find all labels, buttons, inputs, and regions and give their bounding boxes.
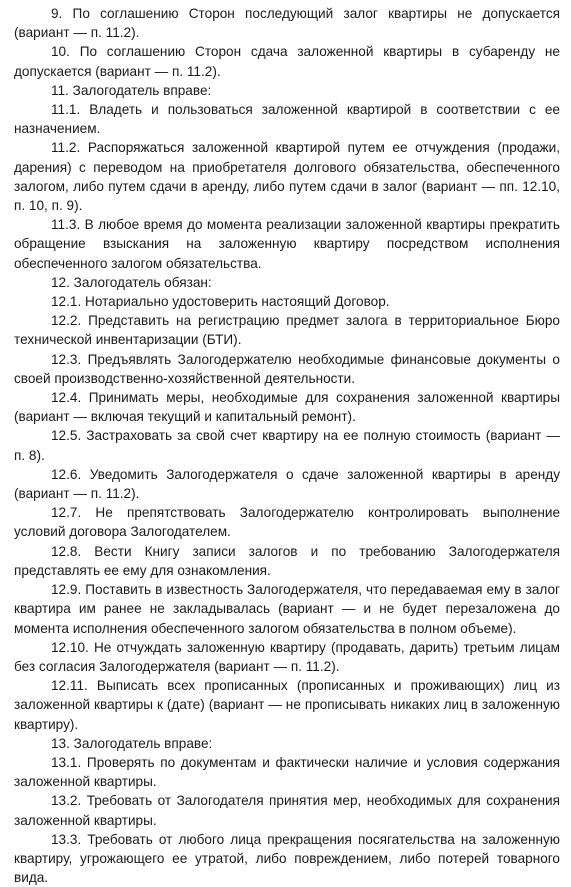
clause-12-9: 12.9. Поставить в известность Залогодержателя, что передаваемая ему в залог квартира им ранее не закладывалась (вариант — и не будет перезаложена до момента исполнения обеспеченного залогом обязательства в полном объеме). [14,582,560,636]
document-page [14,4,560,887]
clause-11-1: 11.1. Владеть и пользоваться заложенной квартирой в соответствии с ее назначением. [14,102,560,137]
clause-12-2: 12.2. Представить на регистрацию предмет залога в территориальное Бюро технической инвентаризации (БТИ). [14,313,560,348]
clause-13-3: 13.3. Требовать от любого лица прекращения посягательства на заложенную квартиру, угрожающего ее утратой, либо повреждением, либо потерей товарного вида. [14,831,560,886]
clause-12-1: 12.1. Нотариально удостоверить настоящий Договор. [51,294,390,310]
clause-10: 10. По соглашению Сторон сдача заложенной квартиры в субаренду не допускается (вариант — п. 11.2). [14,44,560,79]
clause-12-5: 12.5. Застраховать за свой счет квартиру на ее полную стоимость (вариант — п. 8). [14,428,560,463]
clause-11-3: 11.3. В любое время до момента реализации заложенной квартиры прекратить обращение взыскания на заложенную квартиру посредством исполнения обеспеченного залогом обязательства. [14,217,560,271]
clause-9: 9. По соглашению Сторон последующий залог квартиры не допускается (вариант — п. 11.2). [14,6,560,41]
clause-12-4: 12.4. Принимать меры, необходимые для сохранения заложенной квартиры (вариант — включая текущий и капитальный ремонт). [14,390,560,425]
clause-12-10: 12.10. Не отчуждать заложенную квартиру (продавать, дарить) третьим лицам без согласия Залогодержателя (вариант — п. 11.2). [14,639,560,674]
clause-12-3: 12.3. Предъявлять Залогодержателю необходимые финансовые документы о своей производственно-хозяйственной деятельности. [14,351,560,386]
clause-12-6: 12.6. Уведомить Залогодержателя о сдаче заложенной квартиры в аренду (вариант — п. 11.2). [14,466,560,502]
clause-11-2: 11.2. Распоряжаться заложенной квартирой путем ее отчуждения (продажи, дарения) с переводом на приобретателя долгового обязательства, обеспеченного залогом, либо путем сдачи в аренду, либо путем сдачи в залог (вариант — пп. 12.10, п. 10, п. 9). [14,140,560,214]
clause-13-1: 13.1. Проверять по документам и фактически наличие и условия содержания заложенной квартиры. [14,754,560,790]
clause-13-2: 13.2. Требовать от Залогодателя принятия мер, необходимых для сохранения заложенной квартиры. [14,793,560,828]
section-11-heading: 11. Залогодатель вправе: [51,82,212,98]
clause-12-8: 12.8. Вести Книгу записи залогов и по требованию Залогодержателя представлять ее ему для ознакомления. [14,543,560,578]
section-12-heading: 12. Залогодатель обязан: [51,274,212,290]
clause-12-11: 12.11. Выписать всех прописанных (прописанных и проживающих) лиц из заложенной квартиры к (дате) (вариант — не прописывать никаких лиц в заложенную квартиру). [14,678,560,732]
clause-12-7: 12.7. Не препятствовать Залогодержателю контролировать выполнение условий договора Залогодателем. [14,505,560,540]
section-13-heading: 13. Залогодатель вправе: [51,735,213,751]
